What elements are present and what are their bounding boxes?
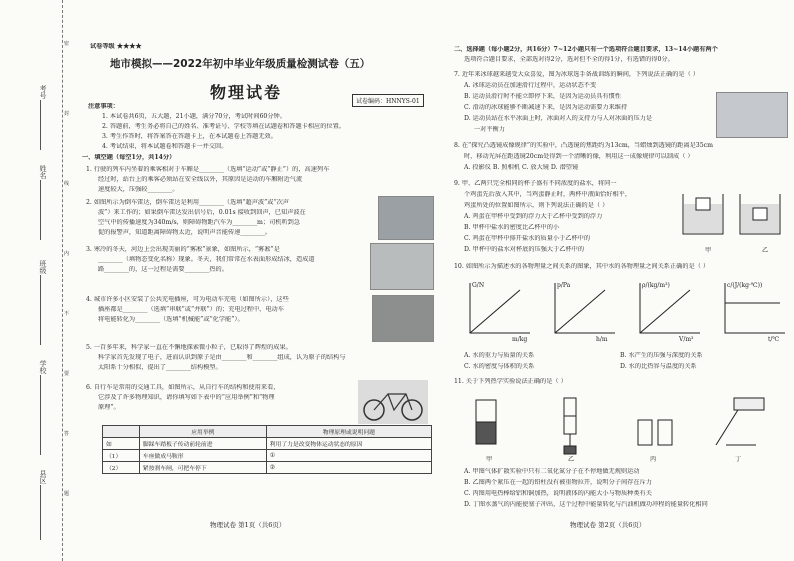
q10-opt: D. 水的比热容与温度的关系	[620, 363, 697, 370]
q11-opt: C. 丙图用电热棒给铝和铜加热，说明液体的内能大小与物质种类有关	[464, 490, 652, 497]
q8-opts: A. 投影仪 B. 照相机 C. 放大镜 D. 潜望镜	[464, 164, 579, 171]
bind-mark: 内	[64, 251, 70, 257]
q2-line: 空气中的传播速度为340m/s，则障碍物距汽车为________m；司机听到急	[98, 219, 301, 226]
section-title: 一、填空题（每空1分，共14分）	[82, 154, 176, 161]
note: 1. 本试卷共6页，五大题，21小题，满分70分，考试时间60分钟。	[102, 113, 286, 120]
binding-label: 县区	[39, 470, 47, 484]
cup-label: 乙	[762, 247, 769, 254]
q7-opt: 一对平衡力	[474, 126, 505, 133]
binding-strip	[0, 0, 70, 561]
fig-label: 丁	[735, 456, 742, 463]
bind-mark: 不	[64, 311, 70, 317]
q8-line: 8. 在“探究凸透镜成像规律”的实验中，凸透镜的焦距约为13cm，当蜡烛到透镜的距离是35cm	[454, 142, 713, 149]
fill-line	[40, 485, 41, 540]
fig-label: 甲	[486, 456, 493, 463]
table-cell: 如	[103, 438, 140, 450]
q5-line: 太阳系十分相似，提出了________结构模型。	[98, 364, 222, 371]
q9-opt: A. 鸡蛋在甲杯中受到的浮力大于乙杯中受到的浮力	[464, 213, 603, 220]
q8-line: 时，移动光屏在距透镜20cm处得到一个清晰的像，利用这一成像规律可以制成（ ）	[464, 153, 694, 160]
q3-line: ________（填物态变化名称）现象。冬天，我们常常在水表面形成结冰，造成道	[98, 256, 315, 263]
q7-opt: C. 滑动的冰球能够不断减速下来，是因为运动需要力来维持	[464, 104, 628, 111]
egg-cups-figure	[678, 186, 788, 246]
heat-experiments-figure	[466, 390, 786, 460]
graph-ylabel: p/Pa	[557, 282, 571, 289]
table-cell: ①	[266, 450, 431, 462]
notes-title: 注意事项：	[88, 103, 119, 110]
graph-ylabel: G/N	[472, 282, 485, 289]
note: 4. 考试结束，将本试题卷和答题卡一并交回。	[102, 143, 228, 150]
bind-mark: 封	[64, 111, 70, 117]
section-note: 选项符合题目要求，全部选对得2分，选对但不全的得1分，有选错的得0分。	[464, 56, 674, 63]
q4-line: 4. 城市许多小区安装了公共充电插座，可为电动车充电（如图所示），这些	[86, 296, 289, 303]
q5-line: 科学家首先发现了电子，进而认识到原子是由________和________组成，认为原子的结构与	[98, 354, 346, 361]
fill-line	[40, 375, 41, 455]
table-header	[103, 426, 432, 438]
table-cell: （1）	[103, 450, 140, 462]
rime-image	[370, 243, 434, 290]
fill-line	[40, 180, 41, 240]
q10-opt: A. 水的重力与质量的关系	[464, 352, 535, 359]
q7-line: 7. 近年来冰球越来越受大众喜爱，图为冰球选手备战训练的瞬间，下列说法正确的是（ ）	[454, 71, 699, 78]
q11-line: 11. 关于下列热学实验说法正确的是（ ）	[454, 378, 567, 385]
binding-label: 学校	[39, 360, 47, 374]
table-cell: 物理原理或说明问题	[266, 426, 431, 438]
q4-line: 将电能转化为________（选填“机械能”或“化学能”）。	[98, 316, 244, 323]
table-cell: 紧按刹车闸，可把车停下	[139, 462, 266, 474]
table-cell: （2）	[103, 462, 140, 474]
q6-line: 它涉及了许多物理知识，请你填写如下表中的“应用举例”和“物理	[98, 394, 275, 401]
fill-line	[40, 100, 41, 150]
car-radar-image	[378, 196, 434, 240]
exam-title: 地市模拟——2022年初中毕业年级质量检测试卷（五）	[110, 58, 371, 70]
charging-image	[372, 295, 434, 342]
fig-label: 丙	[650, 456, 657, 463]
q2-line: 波”）来工作的；如果倒车雷达发出信号后，0.01s 接收到回声，已知声波在	[98, 209, 306, 216]
fill-line	[40, 275, 41, 345]
q1-line: 1. 行驶的列车内坐着的乘客相对于车厢是________（选填“运动”或“静止”）的，高速列车	[86, 166, 330, 173]
q6-line: 原理”。	[98, 404, 120, 411]
q11-opt: A. 甲图气体扩散实验中只有二氧化氮分子在不停地做无规则运动	[464, 468, 640, 475]
q3-line: 3. 寒冷的冬天，河边上会出现美丽的“雾凇”景象，如图所示，“雾凇”是	[86, 246, 280, 253]
section-title: 二、选择题（每小题2分，共16分）7~12小题只有一个选项符合题目要求，13~14小题有两个	[454, 46, 718, 53]
table-row	[103, 462, 432, 474]
bind-mark: 要	[64, 371, 70, 377]
q7-opt: D. 运动员站在水平冰面上时，冰面对人的支持力与人对冰面的压力是	[464, 115, 653, 122]
binding-label: 班级	[39, 260, 47, 274]
binding-label: 考号	[39, 85, 47, 99]
q5-line: 5. 一百多年来，科学家一直在不懈地探索微小粒子，已取得了辉煌的成果。	[86, 344, 292, 351]
graph-ylabel: ρ/(kg/m³)	[642, 282, 670, 289]
graph-xlabel: h/m	[596, 336, 608, 343]
bind-mark: 密	[64, 41, 70, 47]
q9-line: 鸡蛋所处的位置如图所示，则下列说法正确的是（ ）	[464, 202, 609, 209]
table-row	[103, 450, 432, 462]
q7-opt: A. 冰球运动员在加速滑行过程中，运动状态不变	[464, 82, 597, 89]
q9-opt: B. 甲杯中盐水的密度比乙杯中的小	[464, 224, 560, 231]
hockey-image	[716, 92, 788, 138]
q10-opt: B. 水产生的压强与深度的关系	[620, 352, 703, 359]
q1-line: 经过时，站台上的乘客必须站在安全线以外，其原因是运动的车厢附近气流	[98, 176, 303, 183]
q1-line: 速度较大，压强较________。	[98, 186, 179, 193]
q11-opt: D. 丁图水蒸气的内能使塞子冲出，这个过程中能量转化与汽油机做功冲程的能量转化相同	[464, 501, 708, 508]
rating: 试卷等级 ★★★★	[90, 43, 142, 50]
q9-opt: C. 鸡蛋在甲杯中排开盐水的质量小于乙杯中的	[464, 235, 591, 242]
q4-line: 插座都是________（选填“串联”或“并联”）的；充电过程中，电动车	[98, 306, 284, 313]
graph-xlabel: t/℃	[768, 336, 780, 343]
q7-opt: B. 运动员滑行时不能立即停下来，是因为运动员具有惯性	[464, 93, 621, 100]
exam-code: 试卷编码：HNNYS-01	[352, 94, 424, 107]
subject-title: 物理试卷	[210, 83, 283, 102]
q2-line: 促的报警声，知道距离障碍物太近，说明声音能传递________。	[98, 229, 272, 236]
page-footer: 物理试卷 第2页（共6页）	[570, 521, 646, 529]
q6-line: 6. 自行车是常用的交通工具，如图所示，从自行车的结构和使用来看，	[86, 384, 280, 391]
q11-opt: B. 乙图两个紧压在一起的铅柱没有被重物拉开，说明分子间存在斥力	[464, 479, 652, 486]
fig-label: 乙	[568, 456, 575, 463]
table-cell: ②	[266, 462, 431, 474]
note: 2. 答题前，考生务必将自己的姓名、准考证号、学校等填在试题卷和答题卡相应的位置。	[102, 123, 345, 130]
bicycle-image	[358, 380, 428, 424]
q9-line: 9. 甲、乙两只完全相同的杯子盛有不同浓度的盐水，将同一	[454, 180, 617, 187]
bike-table	[102, 425, 432, 474]
page-1	[80, 0, 442, 561]
q9-opt: D. 甲杯中的盐水对杯底的压强大于乙杯中的	[464, 246, 585, 253]
table-cell: 车座做成马鞍形	[139, 450, 266, 462]
q10-line: 10. 如图所示为描述水的各物理量之间关系的图象，其中水的各物理量之间关系正确的是（ ）	[454, 263, 710, 270]
cup-label: 甲	[705, 247, 712, 254]
table-cell: 应用举例	[139, 426, 266, 438]
table-cell: 利用了力是改变物体运动状态的原因	[266, 438, 431, 450]
graph-ylabel: c/(J/(kg·℃))	[727, 282, 763, 289]
graph-xlabel: V/m³	[679, 336, 694, 343]
q9-line: 个鸡蛋先后放入其中，当鸡蛋静止时，两杯中液面恰好相平，	[464, 191, 632, 198]
bind-mark: 题	[64, 491, 70, 497]
binding-label: 姓名	[39, 165, 47, 179]
page-footer: 物理试卷 第1页（共6页）	[210, 521, 286, 529]
q3-line: 路________的，这一过程是需要________热的。	[98, 266, 228, 273]
graph-xlabel: m/kg	[512, 336, 528, 343]
page-2	[450, 0, 790, 561]
bind-mark: 答	[64, 431, 70, 437]
q10-opt: C. 水的密度与体积的关系	[464, 363, 535, 370]
table-row	[103, 438, 432, 450]
q2-line: 2. 如图所示为倒车雷达，倒车雷达是利用________（选填“超声波”或“次声	[86, 199, 289, 206]
table-cell	[103, 426, 140, 438]
note: 3. 考生作答时，将答案答在答题卡上，在本试题卷上答题无效。	[102, 133, 277, 140]
table-cell: 脚踩车踏板子传动前轮前进	[139, 438, 266, 450]
bind-mark: 线	[64, 181, 70, 187]
